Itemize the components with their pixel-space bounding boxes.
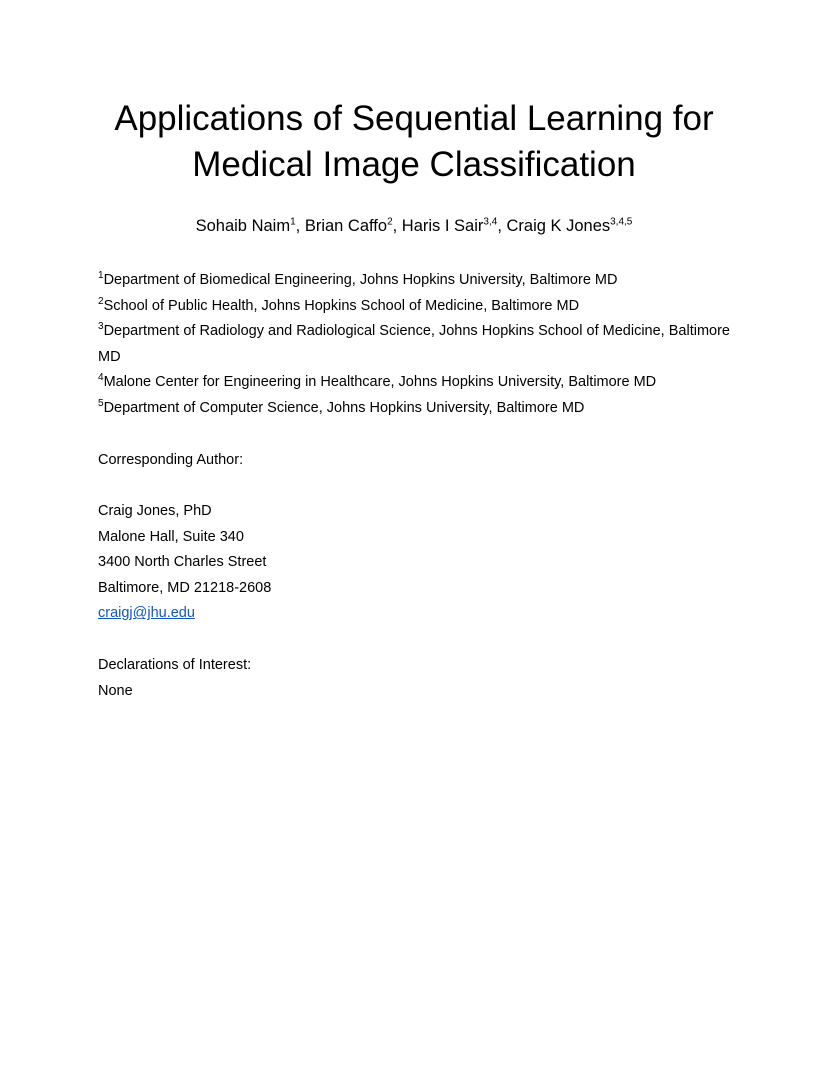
affiliation-text: Department of Computer Science, Johns Hopkins University, Baltimore MD [103,399,585,416]
contact-block [98,499,730,627]
paper-title-line-1: Applications of Sequential Learning for [114,99,714,138]
author-name: Brian Caffo [304,217,388,235]
declarations-section [98,653,730,704]
affiliation-text: Department of Biomedical Engineering, Johns Hopkins University, Baltimore MD [103,272,618,288]
author-name: Haris I Sair [401,217,484,235]
author-list [0,214,828,238]
author-affiliation-marker: 3,4 [483,216,498,228]
affiliation-marker: 3 [98,321,104,333]
affiliation-list [98,268,730,422]
affiliation-text: Malone Center for Engineering in Healthcare, Johns Hopkins University, Baltimore MD [103,374,657,391]
paper-title-line-2: Medical Image Classification [192,145,636,184]
affiliation-item [98,319,730,370]
affiliation-text: School of Public Health, Johns Hopkins School of Medicine, Baltimore MD [103,297,580,314]
paper-title [0,96,828,188]
contact-email-link[interactable]: craigj@jhu.edu [98,605,195,622]
author-name: Sohaib Naim [195,217,291,235]
author-affiliation-marker: 3,4,5 [610,216,633,228]
contact-address-line-1: Malone Hall, Suite 340 [98,528,244,545]
affiliation-marker: 1 [98,270,104,282]
author-name: Craig K Jones [506,217,611,235]
affiliation-item [98,370,730,396]
contact-address-line-3: Baltimore, MD 21218-2608 [98,579,272,596]
author-affiliation-marker: 2 [387,216,393,228]
affiliation-item [98,294,730,320]
author-separator: , [392,217,402,235]
declarations-value: None [98,682,133,699]
author-separator: , [497,217,507,235]
affiliation-marker: 5 [98,398,104,410]
declarations-label: Declarations of Interest: [98,657,252,673]
affiliation-marker: 4 [98,372,104,384]
affiliation-item [98,396,730,422]
affiliation-text: Department of Radiology and Radiological Science, Johns Hopkins School of Medicine, Baltimore MD [98,323,730,365]
author-separator: , [295,217,305,235]
affiliation-item [98,268,730,294]
author-affiliation-marker: 1 [290,216,296,228]
corresponding-author-section [98,448,730,474]
contact-name: Craig Jones, PhD [98,503,212,519]
affiliation-marker: 2 [98,295,104,307]
contact-address-line-2: 3400 North Charles Street [98,554,267,571]
corresponding-author-label: Corresponding Author: [98,452,244,468]
